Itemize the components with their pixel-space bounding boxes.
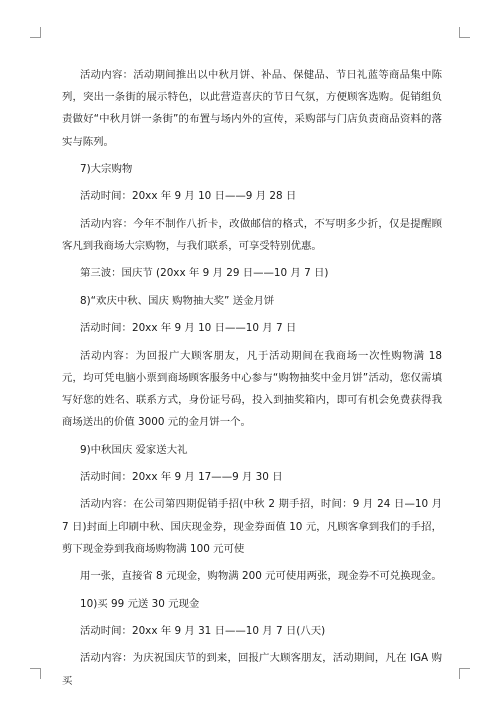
heading-gold-mooncake: 8)“欢庆中秋、国庆 购物抽大奖” 送金月饼	[80, 294, 275, 307]
document-body	[62, 64, 442, 697]
crop-mark-top-left	[30, 27, 41, 38]
paragraph-family-content: 活动内容：在公司第四期促销手招(中秋 2 期手招，时间：9 月 24 日—10 月 7 日)封面上印刷中秋、国庆现金券，现金券面值 10 元，凡顾客拿到我们的手招，剪下现金券到我商场购物满 100 元可使	[62, 498, 442, 555]
paragraph-buy99-time: 活动时间：20xx 年 9 月 31 日——10 月 7 日(八天)	[80, 624, 326, 637]
paragraph-family-content-continued: 用一张，直接省 8 元现金，购物满 200 元可使用两张，现金券不可兑换现金。	[80, 570, 442, 583]
paragraph-bulk-time: 活动时间：20xx 年 9 月 10 日——9 月 28 日	[80, 190, 297, 203]
paragraph-family-time: 活动时间：20xx 年 9 月 17——9 月 30 日	[80, 470, 283, 483]
paragraph-activity-content-street: 活动内容：活动期间推出以中秋月饼、补品、保健品、节日礼蓝等商品集中陈列，突出一条街的展示特色，以此营造喜庆的节日气氛，方便顾客选购。促销组负责做好“中秋月饼一条街”的布置与场内外的宣传，采购部与门店负责商品资料的落实与陈列。	[62, 69, 442, 148]
heading-family-gift: 9)中秋国庆 爱家送大礼	[80, 443, 188, 456]
paragraph-gold-content: 活动内容：为回报广大顾客朋友，凡于活动期间在我商场一次性购物满 18 元，均可凭电脑小票到商场顾客服务中心参与“购物抽奖中金月饼”活动，您仅需填写好您的姓名、联系方式，身份证号码，投入到抽奖箱内，即可有机会免费获得我商场送出的价值 3000 元的金月饼一个。	[62, 349, 442, 429]
crop-mark-top-right	[459, 27, 470, 38]
heading-third-wave: 第三波：国庆节 (20xx 年 9 月 29 日——10 月 7 日)	[80, 267, 329, 280]
heading-buy-99-get-30: 10)买 99 元送 30 元现金	[80, 597, 200, 610]
paragraph-gold-time: 活动时间：20xx 年 9 月 10 日——10 月 7 日	[80, 322, 297, 335]
heading-bulk-shopping: 7)大宗购物	[80, 163, 133, 175]
paragraph-bulk-content: 活动内容：今年不制作八折卡，改做邮信的格式，不写明多少折，仅是提醒顾客凡到我商场大宗购物，与我们联系，可享受特别优惠。	[62, 217, 442, 252]
crop-mark-bottom-left	[30, 668, 41, 679]
crop-mark-bottom-right	[459, 668, 470, 679]
paragraph-buy99-content: 活动内容：为庆祝国庆节的到来，回报广大顾客朋友，活动期间，凡在 IGA 购买	[62, 652, 442, 687]
